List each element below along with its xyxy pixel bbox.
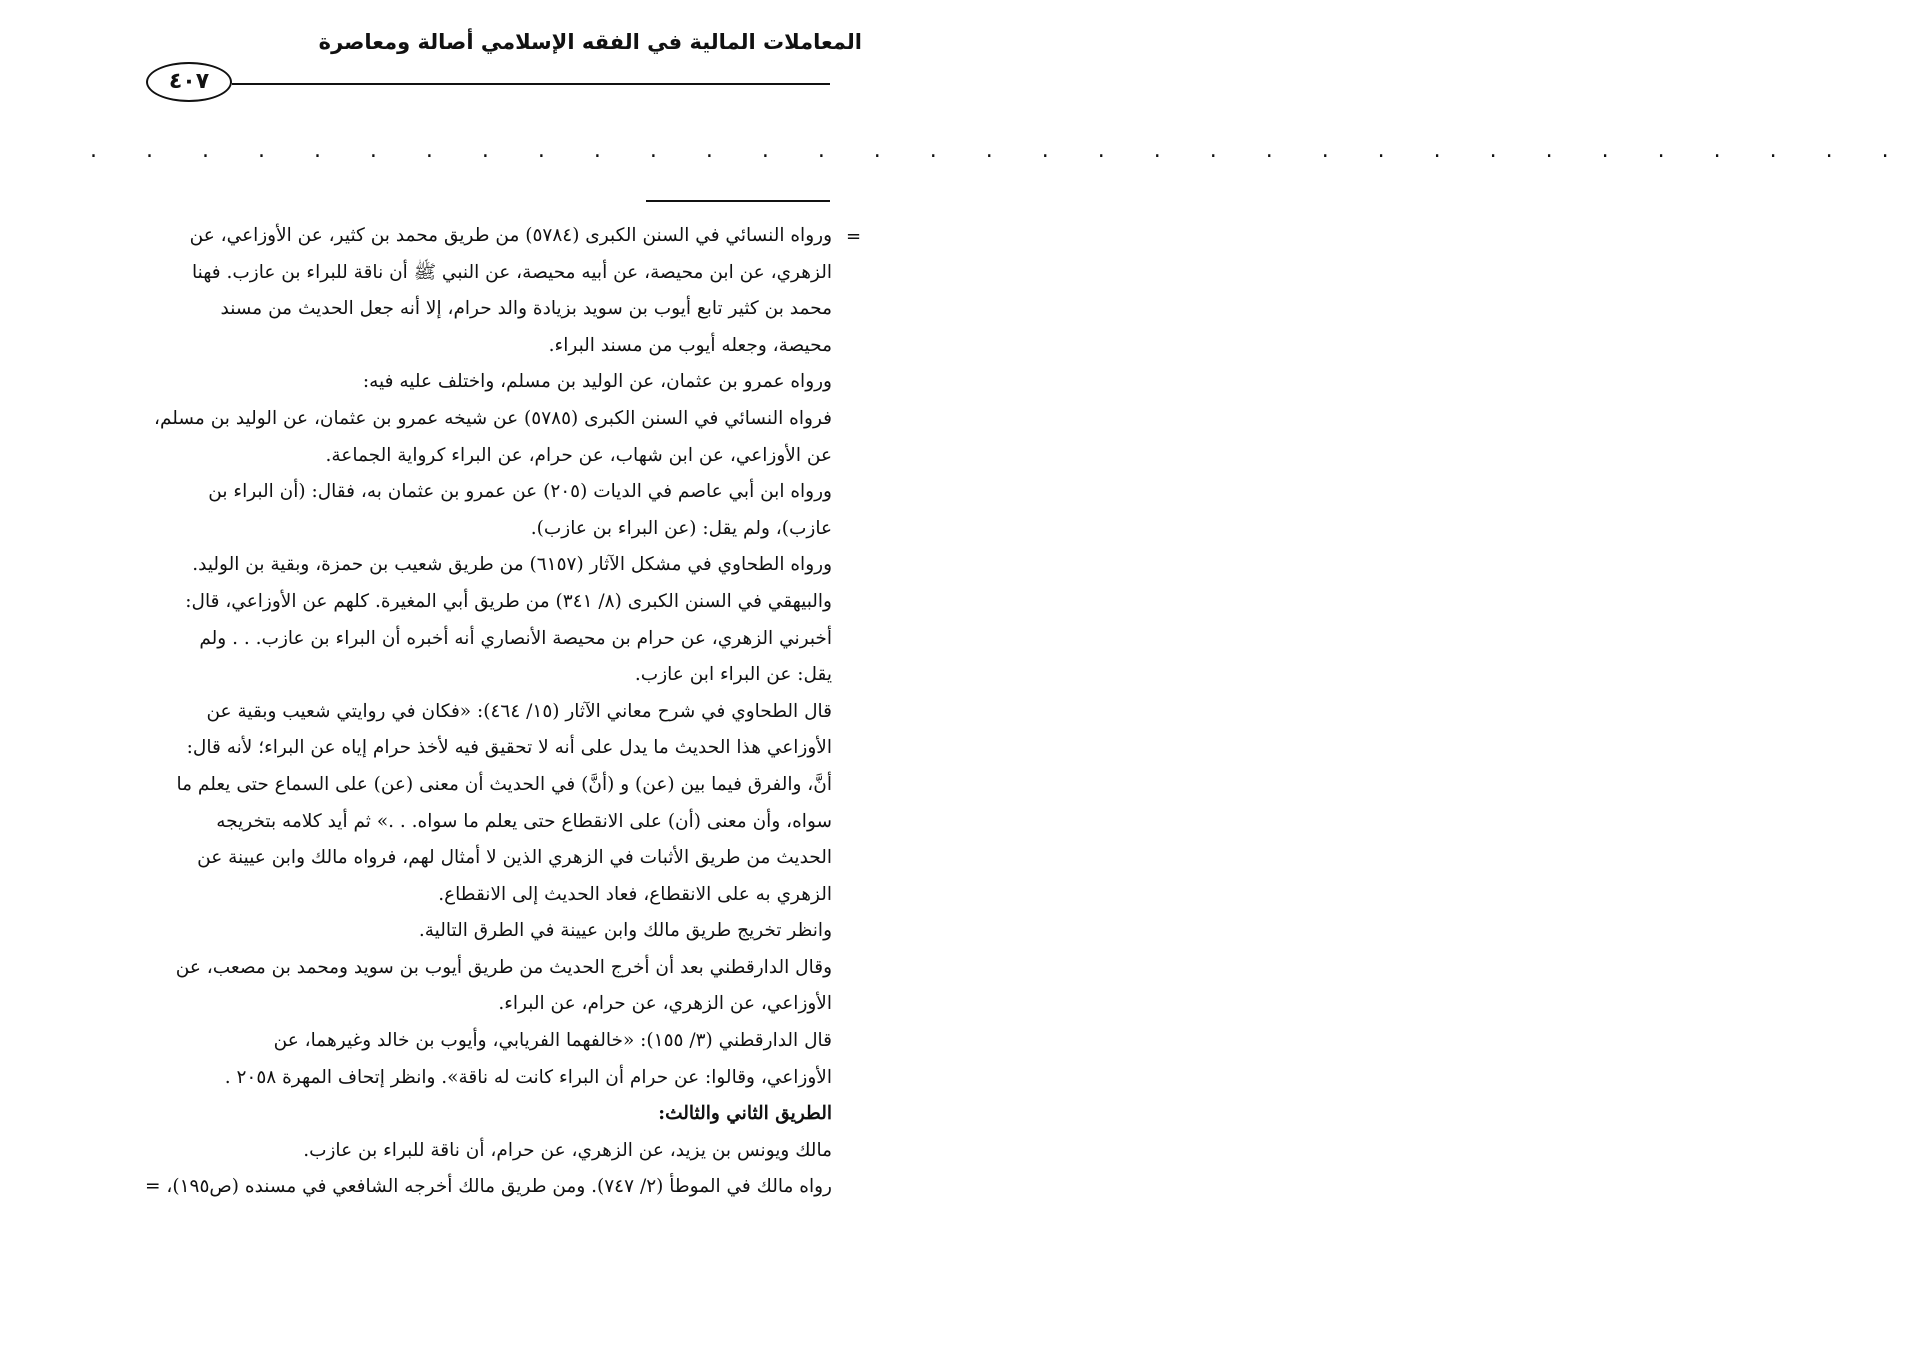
text-line: ورواه الطحاوي في مشكل الآثار (٦١٥٧) من طريق شعيب بن حمزة، وبقية بن الوليد. xyxy=(192,554,832,576)
text-line: محيصة، وجعله أيوب من مسند البراء. xyxy=(548,334,832,356)
page-number-badge: ٤٠٧ xyxy=(146,62,232,102)
text-line: محمد بن كثير تابع أيوب بن سويد بزيادة والد حرام، إلا أنه جعل الحديث من مسند xyxy=(220,298,832,320)
text-line: الحديث من طريق الأثبات في الزهري الذين لا أمثال لهم، فرواه مالك وابن عيينة عن xyxy=(197,847,832,869)
text-line: قال الدارقطني (٣/ ١٥٥): «خالفهما الفريابي، وأيوب بن خالد وغيرهما، عن xyxy=(273,1030,832,1052)
running-header-title: المعاملات المالية في الفقه الإسلامي أصالة ومعاصرة xyxy=(318,30,862,54)
text-line: ورواه النسائي في السنن الكبرى (٥٧٨٤) من طريق محمد بن كثير، عن الأوزاعي، عن xyxy=(189,225,832,246)
text-line: الزهري به على الانقطاع، فعاد الحديث إلى الانقطاع. xyxy=(438,883,832,905)
text-line: عن الأوزاعي، عن ابن شهاب، عن حرام، عن البراء كرواية الجماعة. xyxy=(325,444,832,466)
text-line: والبيهقي في السنن الكبرى (٨/ ٣٤١) من طريق أبي المغيرة. كلهم عن الأوزاعي، قال: xyxy=(185,590,832,612)
text-line: الأوزاعي، وقالوا: عن حرام أن البراء كانت له ناقة». وانظر إتحاف المهرة ٢٠٥٨ . xyxy=(224,1066,832,1088)
text-line: سواه، وأن معنى (أن) على الانقطاع حتى يعلم ما سواه. . .» ثم أيد كلامه بتخريجه xyxy=(216,810,832,832)
text-line: الأوزاعي، عن الزهري، عن حرام، عن البراء. xyxy=(498,993,832,1015)
continuation-mark: = xyxy=(846,226,862,247)
text-line: الأوزاعي هذا الحديث ما يدل على أنه لا تحقيق فيه لأخذ حرام إياه عن البراء؛ لأنه قال: xyxy=(186,737,832,759)
text-line: ورواه ابن أبي عاصم في الديات (٢٠٥) عن عمرو بن عثمان به، فقال: (أن البراء بن xyxy=(208,481,832,503)
footnote-body xyxy=(88,218,832,1206)
text-line: الزهري، عن ابن محيصة، عن أبيه محيصة، عن النبي ﷺ أن ناقة للبراء بن عازب. فهنا xyxy=(192,261,832,283)
text-line: وقال الدارقطني بعد أن أخرج الحديث من طريق أيوب بن سويد ومحمد بن مصعب، عن xyxy=(175,956,832,978)
separator-dots: . . . . . . . . . . . . . . . . . . . . . . . . . . . . . . . . . xyxy=(90,138,1910,163)
text-line: مالك ويونس بن يزيد، عن الزهري، عن حرام، أن ناقة للبراء بن عازب. xyxy=(303,1139,832,1161)
text-line: أنَّ، والفرق فيما بين (عن) و (أنَّ) في الحديث أن معنى (عن) على السماع حتى يعلم ما xyxy=(176,773,832,795)
text-line: يقل: عن البراء ابن عازب. xyxy=(634,664,832,686)
text-line: عازب)، ولم يقل: (عن البراء بن عازب). xyxy=(530,517,832,539)
header-rule xyxy=(232,83,830,85)
section-heading: الطريق الثاني والثالث: xyxy=(658,1103,832,1125)
text-line: أخبرني الزهري، عن حرام بن محيصة الأنصاري أنه أخبره أن البراء بن عازب. . . ولم xyxy=(199,627,832,649)
footnote-rule xyxy=(646,200,830,202)
text-line: فرواه النسائي في السنن الكبرى (٥٧٨٥) عن شيخه عمرو بن عثمان، عن الوليد بن مسلم، xyxy=(154,407,832,429)
text-line: وانظر تخريج طريق مالك وابن عيينة في الطرق التالية. xyxy=(418,920,832,942)
text-line: قال الطحاوي في شرح معاني الآثار (١٥/ ٤٦٤): «فكان في روايتي شعيب وبقية عن xyxy=(206,700,832,722)
text-line: رواه مالك في الموطأ (٢/ ٧٤٧). ومن طريق مالك أخرجه الشافعي في مسنده (ص١٩٥)، = xyxy=(145,1176,832,1198)
text-line: ورواه عمرو بن عثمان، عن الوليد بن مسلم، واختلف عليه فيه: xyxy=(362,371,832,393)
